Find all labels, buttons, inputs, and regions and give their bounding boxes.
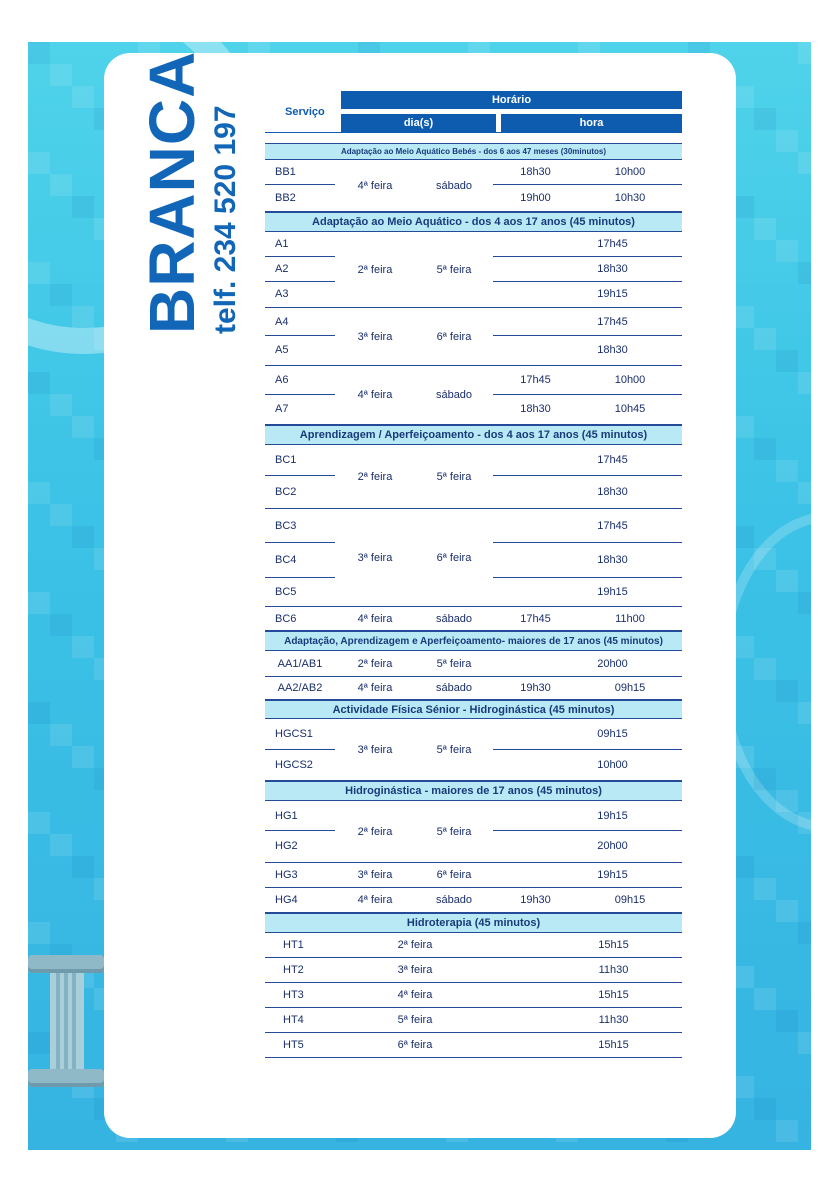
- section-title: Actividade Física Sénior - Hidroginástica (45 minutos): [265, 700, 682, 719]
- hour: 18h30: [597, 485, 628, 498]
- schedule-row: [265, 677, 682, 700]
- class-code: A7: [275, 403, 289, 415]
- schedule-row: [265, 651, 682, 677]
- day-1: 3ª feira: [357, 330, 393, 343]
- brand-block: [136, 50, 250, 334]
- hour-weekend: 10h00: [614, 166, 646, 178]
- hour-weekend: 10h30: [614, 191, 646, 204]
- schedule-row: [265, 983, 682, 1008]
- day: 5ª feira: [397, 1014, 433, 1026]
- day: 4ª feira: [397, 989, 433, 1001]
- hour: 18h30: [597, 263, 628, 275]
- hour: 19h15: [597, 585, 628, 598]
- class-code: A1: [265, 232, 335, 257]
- hour: 20h00: [597, 657, 628, 670]
- hour-weekday: 18h30: [520, 166, 551, 178]
- class-code: HG2: [275, 840, 298, 852]
- section-title: Hidroterapia (45 minutos): [265, 913, 682, 933]
- schedule-row: [265, 863, 682, 888]
- hour: 17h45: [597, 519, 628, 532]
- schedule-group: [265, 232, 682, 308]
- section-title: Adaptação ao Meio Aquático Bebés - dos 6 aos 47 meses (30minutos): [265, 143, 682, 160]
- class-code: BB2: [275, 191, 296, 204]
- hour: 17h45: [597, 238, 628, 250]
- hour-weekday: 19h00: [520, 191, 551, 204]
- day-1: 3ª feira: [357, 551, 393, 564]
- schedule-group: [265, 308, 682, 366]
- header-service: Serviço: [285, 106, 325, 118]
- class-code: HT2: [283, 964, 304, 976]
- schedule-group: [265, 719, 682, 781]
- schedule-row: [265, 607, 682, 631]
- class-code: HG3: [275, 869, 298, 881]
- table-header: [265, 91, 682, 133]
- day: 2ª feira: [397, 939, 433, 951]
- day-2: 5ª feira: [436, 657, 472, 670]
- hour-weekday: 17h45: [520, 612, 551, 625]
- day-2: sábado: [435, 894, 473, 906]
- schedule-row: [265, 958, 682, 983]
- hour: 19h15: [597, 809, 628, 822]
- day-1: 4ª feira: [357, 612, 393, 625]
- day-2: sábado: [435, 389, 473, 401]
- day-1: 2ª feira: [357, 825, 393, 838]
- header-schedule: Horário: [341, 91, 682, 109]
- schedule-table: [265, 91, 682, 1058]
- class-code: BB1: [265, 160, 335, 185]
- class-code: HT1: [283, 939, 304, 951]
- schedule-row: [265, 888, 682, 913]
- day-2: 5ª feira: [436, 470, 472, 483]
- day-1: 2ª feira: [357, 657, 393, 670]
- day-1: 2ª feira: [357, 470, 393, 483]
- class-code: HT4: [283, 1014, 304, 1026]
- class-code: BC3: [265, 509, 335, 543]
- day-1: 2ª feira: [357, 263, 393, 276]
- section-title: Adaptação, Aprendizagem e Aperfeiçoamento- maiores de 17 anos (45 minutos): [265, 631, 682, 651]
- class-code: HT5: [283, 1039, 304, 1051]
- day-2: sábado: [435, 612, 473, 625]
- schedule-group: [265, 160, 682, 212]
- hour: 11h30: [598, 964, 629, 976]
- hour-weekend: 09h15: [614, 682, 646, 694]
- hour: 10h00: [597, 758, 628, 771]
- schedule-group: [265, 801, 682, 863]
- section-title: Aprendizagem / Aperfeiçoamento - dos 4 aos 17 anos (45 minutos): [265, 425, 682, 445]
- day-1: 4ª feira: [357, 389, 393, 401]
- class-code: HGCS1: [265, 719, 335, 750]
- hour-weekend: 11h00: [615, 612, 645, 625]
- brand-phone: telf. 234 520 197: [209, 105, 242, 334]
- class-code: BC6: [275, 612, 297, 625]
- class-code: BC1: [265, 445, 335, 476]
- hour: 15h15: [598, 1039, 629, 1051]
- class-code: A3: [275, 288, 289, 300]
- class-code: A6: [265, 366, 335, 395]
- hour: 18h30: [597, 344, 628, 356]
- section-title: Hidroginástica - maiores de 17 anos (45 minutos): [265, 781, 682, 801]
- class-code: HGCS2: [275, 758, 313, 771]
- class-code: HG1: [265, 801, 335, 831]
- hour: 18h30: [597, 554, 628, 566]
- day-1: 4ª feira: [357, 179, 393, 192]
- hour-weekday: 19h30: [520, 682, 551, 694]
- class-code: BC5: [275, 585, 297, 598]
- header-days: dia(s): [341, 114, 496, 132]
- class-code: AA1/AB1: [277, 657, 323, 670]
- day-2: 5ª feira: [436, 263, 472, 276]
- day-1: 3ª feira: [357, 743, 393, 756]
- schedule-row: [265, 1033, 682, 1058]
- schedule-group: [265, 366, 682, 425]
- day-2: sábado: [435, 682, 473, 694]
- hour-weekend: 10h45: [614, 403, 646, 415]
- day-2: 6ª feira: [436, 551, 472, 564]
- hour: 17h45: [597, 315, 628, 328]
- hour-weekday: 17h45: [520, 374, 551, 386]
- hour: 09h15: [597, 728, 628, 740]
- class-code: A5: [275, 344, 289, 356]
- header-hour: hora: [501, 114, 682, 132]
- hour: 17h45: [597, 454, 628, 466]
- class-code: HG4: [275, 894, 298, 906]
- day-2: 6ª feira: [436, 869, 472, 881]
- hour-weekday: 18h30: [520, 403, 551, 415]
- hydrotherapy-list: [265, 933, 682, 1058]
- day: 3ª feira: [397, 964, 433, 976]
- day-2: 5ª feira: [436, 825, 472, 838]
- day-2: sábado: [435, 179, 473, 192]
- day: 6ª feira: [397, 1039, 433, 1051]
- hour: 15h15: [598, 939, 629, 951]
- hour: 20h00: [597, 840, 628, 852]
- class-code: BC4: [265, 543, 335, 578]
- brand-name: BRANCA: [136, 50, 208, 334]
- class-code: BC2: [275, 485, 297, 498]
- class-code: AA2/AB2: [277, 682, 323, 694]
- pillar-illustration: [28, 955, 104, 1087]
- day-2: 6ª feira: [436, 330, 472, 343]
- class-code: A2: [265, 257, 335, 282]
- day-1: 4ª feira: [357, 682, 393, 694]
- section-title: Adaptação ao Meio Aquático - dos 4 aos 17 anos (45 minutos): [265, 212, 682, 232]
- hour: 19h15: [597, 288, 628, 300]
- class-code: A4: [265, 308, 335, 336]
- hour-weekend: 09h15: [614, 894, 646, 906]
- schedule-group: [265, 509, 682, 607]
- day-1: 4ª feira: [357, 894, 393, 906]
- hour-weekend: 10h00: [614, 374, 646, 386]
- class-code: HT3: [283, 989, 304, 1001]
- hour-weekday: 19h30: [520, 894, 551, 906]
- day-1: 3ª feira: [357, 869, 393, 881]
- day-2: 5ª feira: [436, 743, 472, 756]
- schedule-row: [265, 933, 682, 958]
- hour: 19h15: [597, 869, 628, 881]
- schedule-row: [265, 1008, 682, 1033]
- hour: 15h15: [598, 989, 629, 1001]
- schedule-group: [265, 445, 682, 509]
- hour: 11h30: [598, 1014, 629, 1026]
